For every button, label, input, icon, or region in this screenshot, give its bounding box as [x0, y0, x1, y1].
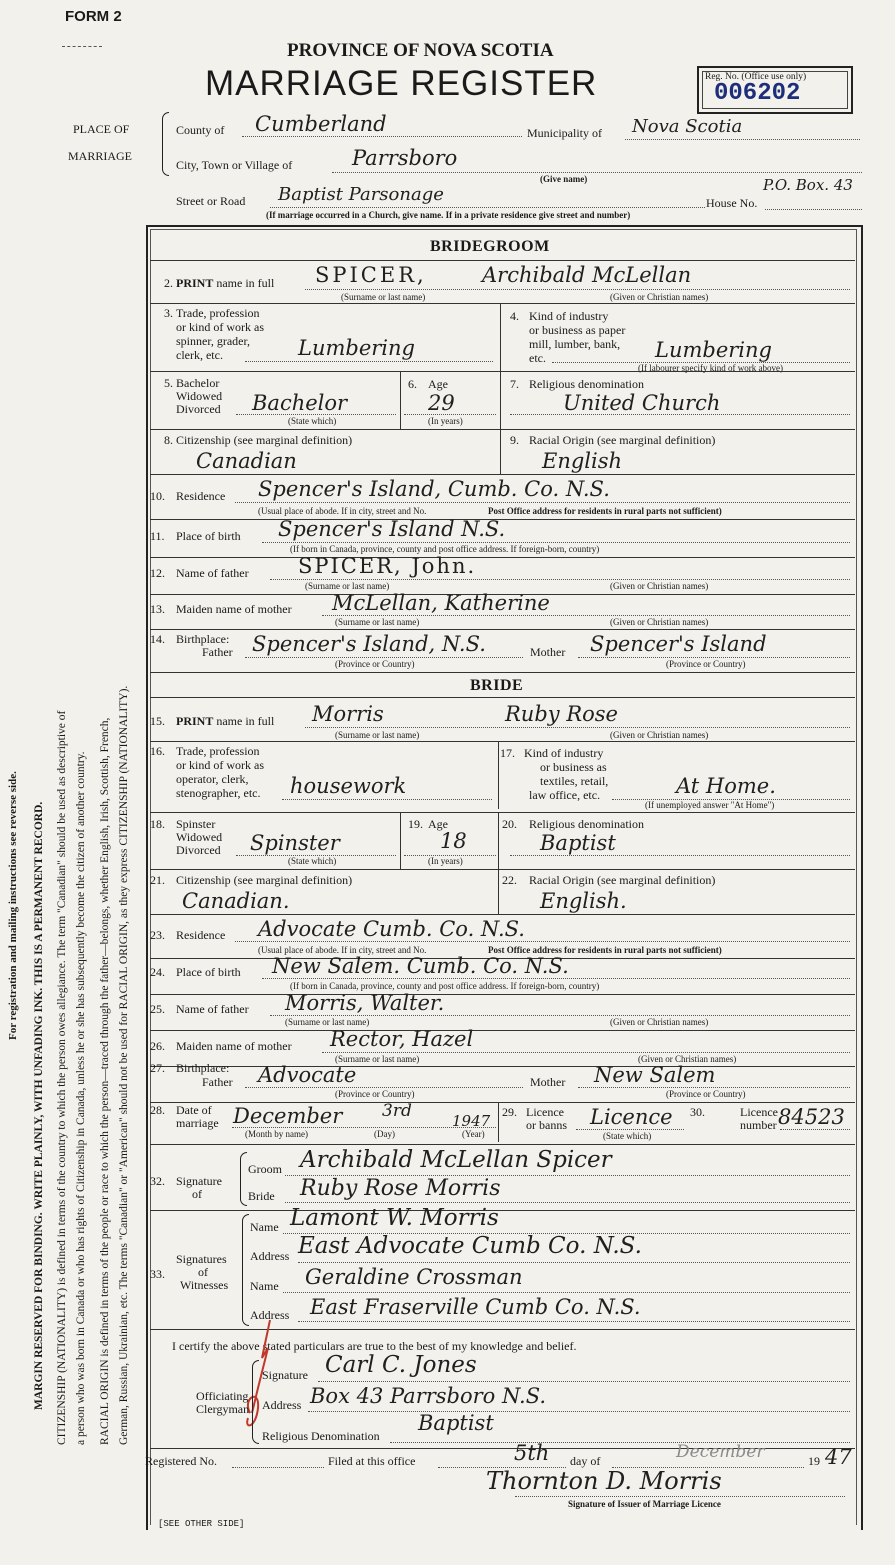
- bride-status-label-2: Widowed: [176, 830, 223, 844]
- num-15: 15.: [150, 714, 165, 728]
- groom-father-birthplace: Spencer's Island, N.S.: [252, 632, 486, 656]
- issuer-signature: Thornton D. Morris: [486, 1467, 722, 1495]
- day-of-label: day of: [570, 1454, 601, 1468]
- marriage-day: 3rd: [382, 1101, 412, 1121]
- bride-mother-prov-cap: (Province or Country): [666, 1089, 746, 1099]
- groom-trade: Lumbering: [298, 336, 415, 360]
- margin-citizenship-def-2: a person who was born in Canada or who has rights of Citizenship in Canada, unless he or she has subsequently become the citizen of another country.: [75, 751, 87, 1445]
- licence-label-1: Licence: [526, 1105, 564, 1119]
- margin-instructions: For registration and mailing instructions see reverse side.: [7, 771, 19, 1040]
- year-cap: (Year): [462, 1129, 485, 1139]
- num-16: 16.: [150, 744, 165, 758]
- witness-label-2: of: [198, 1265, 208, 1279]
- bride-age: 18: [440, 829, 467, 853]
- bride-surname: Morris: [312, 702, 384, 726]
- bridegroom-heading: BRIDEGROOM: [430, 238, 550, 255]
- groom-racial-label: Racial Origin (see marginal definition): [529, 433, 716, 447]
- num-11: 11.: [150, 529, 165, 543]
- clergy-address: Box 43 Parrsboro N.S.: [310, 1384, 547, 1408]
- give-name-caption: (Give name): [540, 174, 588, 184]
- bride-industry-label-1: Kind of industry: [524, 746, 604, 760]
- groom-religion-label: Religious denomination: [529, 377, 644, 391]
- city-label: City, Town or Village of: [176, 158, 293, 172]
- bride-racial: English.: [540, 889, 627, 913]
- groom-birthplace-label: Birthplace:: [176, 632, 230, 646]
- num-27: 27.: [150, 1061, 165, 1075]
- groom-trade-label-1: Trade, profession: [176, 306, 260, 320]
- groom-residence: Spencer's Island, Cumb. Co. N.S.: [258, 477, 610, 501]
- num-32: 32.: [150, 1174, 165, 1188]
- certify-text: I certify the above stated particulars are true to the best of my knowledge and belief.: [172, 1339, 577, 1353]
- bride-status-label-3: Divorced: [176, 843, 221, 857]
- groom-status-cap: (State which): [288, 416, 337, 426]
- bride-residence-cap-b: Post Office address for residents in rural parts not sufficient): [488, 945, 722, 955]
- groom-residence-label: Residence: [176, 489, 226, 503]
- num-8: 8.: [164, 433, 173, 447]
- reg-no-value: 006202: [714, 80, 801, 107]
- groom-birth-cap: (If born in Canada, province, county and post office address. If foreign-born, country): [290, 544, 600, 554]
- bride-sig-label: Bride: [248, 1189, 275, 1203]
- bride-residence: Advocate Cumb. Co. N.S.: [258, 917, 525, 941]
- groom-father-surname-cap: (Surname or last name): [305, 581, 390, 591]
- bride-industry-label-3: textiles, retail,: [540, 774, 609, 788]
- bride-father-birthplace: Advocate: [258, 1063, 357, 1087]
- groom-religion: United Church: [563, 391, 721, 415]
- licence-number: 84523: [778, 1105, 845, 1129]
- sig-brace: [240, 1152, 247, 1206]
- num-18: 18.: [150, 817, 165, 831]
- num-12: 12.: [150, 566, 165, 580]
- page-title: MARRIAGE REGISTER: [205, 64, 598, 103]
- groom-sig-label: Groom: [248, 1162, 282, 1176]
- county-value: Cumberland: [255, 112, 387, 136]
- place-brace: [162, 112, 169, 176]
- filed-day: 5th: [514, 1441, 550, 1465]
- bride-racial-label: Racial Origin (see marginal definition): [529, 873, 716, 887]
- bride-father-surname-cap: (Surname or last name): [285, 1017, 370, 1027]
- num-25: 25.: [150, 1002, 165, 1016]
- bride-status: Spinster: [250, 831, 340, 855]
- marriage-year: 1947: [452, 1112, 491, 1130]
- filed-year: 47: [825, 1445, 852, 1469]
- bride-father-bp-label: Father: [202, 1075, 233, 1089]
- num-6: 6.: [408, 377, 417, 391]
- margin-binding-note: MARGIN RESERVED FOR BINDING. WRITE PLAINLY, WITH UNFADING INK. THIS IS A PERMANENT RECORD.: [33, 801, 45, 1410]
- groom-industry-cap: (If labourer specify kind of work above): [638, 363, 783, 373]
- num-30: 30.: [690, 1105, 705, 1119]
- bride-birth: New Salem. Cumb. Co. N.S.: [272, 954, 569, 978]
- w1-address-label: Address: [250, 1249, 290, 1263]
- groom-citizenship: Canadian: [196, 449, 297, 473]
- witness2-name: Geraldine Crossman: [305, 1265, 523, 1289]
- bride-residence-cap-a: (Usual place of abode. If in city, street and No.: [258, 945, 427, 955]
- clergy-sig-label: Signature: [262, 1368, 308, 1382]
- bride-signature: Ruby Rose Morris: [300, 1176, 501, 1201]
- groom-birth-label: Place of birth: [176, 529, 241, 543]
- groom-racial: English: [542, 449, 623, 473]
- num-23: 23.: [150, 928, 165, 942]
- bride-industry-label-4: law office, etc.: [529, 788, 601, 802]
- province-title: PROVINCE OF NOVA SCOTIA: [287, 40, 554, 61]
- groom-status-label-2: Widowed: [176, 389, 223, 403]
- bride-print-label: PRINT name in full: [176, 714, 275, 728]
- groom-mother: McLellan, Katherine: [332, 591, 550, 615]
- licence-no-label-2: number: [740, 1118, 777, 1132]
- groom-mother-prov-cap: (Province or Country): [666, 659, 746, 669]
- bride-mother-label: Maiden name of mother: [176, 1039, 292, 1053]
- groom-surname-cap: (Surname or last name): [341, 292, 426, 302]
- bride-status-label-1: Spinster: [176, 817, 216, 831]
- see-other-side: [SEE OTHER SIDE]: [158, 1519, 245, 1529]
- dash-marks: [62, 46, 102, 47]
- bride-industry-label-2: or business as: [540, 760, 607, 774]
- groom-status-label-1: Bachelor: [176, 376, 220, 390]
- city-value: Parrsboro: [352, 146, 458, 170]
- bride-father: Morris, Walter.: [285, 991, 445, 1015]
- clergy-denomination: Baptist: [418, 1411, 494, 1435]
- groom-father-given-cap: (Given or Christian names): [610, 581, 709, 591]
- groom-father-prov-cap: (Province or Country): [335, 659, 415, 669]
- w2-address-label: Address: [250, 1308, 290, 1322]
- municipality-label: Municipality of: [527, 126, 602, 140]
- num-33: 33.: [150, 1267, 165, 1281]
- street-label: Street or Road: [176, 194, 246, 208]
- bride-birth-label: Place of birth: [176, 965, 241, 979]
- date-label-1: Date of: [176, 1103, 212, 1117]
- bride-trade: housework: [290, 774, 407, 798]
- witness2-address: East Fraserville Cumb Co. N.S.: [310, 1295, 641, 1319]
- clergy-signature: Carl C. Jones: [325, 1352, 477, 1378]
- groom-age-label: Age: [428, 377, 448, 391]
- groom-industry-label-1: Kind of industry: [529, 309, 609, 323]
- groom-status: Bachelor: [252, 391, 348, 415]
- bride-trade-label-3: operator, clerk,: [176, 772, 249, 786]
- num-17: 17.: [500, 746, 515, 760]
- groom-given-cap: (Given or Christian names): [610, 292, 709, 302]
- bride-residence-label: Residence: [176, 928, 226, 942]
- day-cap: (Day): [374, 1129, 395, 1139]
- bride-birth-cap: (If born in Canada, province, county and post office address. If foreign-born, country): [290, 981, 600, 991]
- bride-mother: Rector, Hazel: [330, 1027, 474, 1051]
- groom-mother-bp-label: Mother: [530, 645, 566, 659]
- year-prefix: 19: [808, 1454, 820, 1468]
- bride-mother-surname-cap: (Surname or last name): [335, 1054, 420, 1064]
- num-2: 2.: [164, 276, 173, 290]
- bride-given-cap: (Given or Christian names): [610, 730, 709, 740]
- num-5: 5.: [164, 376, 173, 390]
- bride-heading: BRIDE: [470, 677, 524, 694]
- groom-trade-label-4: clerk, etc.: [176, 348, 223, 362]
- groom-industry-label-4: etc.: [529, 351, 546, 365]
- licence-no-label-1: Licence: [740, 1105, 778, 1119]
- religious-denom-label: Religious Denomination: [262, 1429, 380, 1443]
- groom-trade-label-3: spinner, grader,: [176, 334, 251, 348]
- bride-mother-given-cap: (Given or Christian names): [638, 1054, 737, 1064]
- groom-residence-cap-a: (Usual place of abode. If in city, street and No.: [258, 506, 427, 516]
- licence-value: Licence: [590, 1105, 673, 1129]
- num-29: 29.: [502, 1105, 517, 1119]
- groom-surname: SPICER,: [315, 263, 427, 287]
- num-28: 28.: [150, 1103, 165, 1117]
- witness-label-1: Signatures: [176, 1252, 227, 1266]
- num-22: 22.: [502, 873, 517, 887]
- reg-no-label: Reg. No. (Office use only): [705, 72, 807, 82]
- county-label: County of: [176, 123, 225, 137]
- witness1-address: East Advocate Cumb Co. N.S.: [298, 1233, 642, 1259]
- licence-label-2: or banns: [526, 1118, 567, 1132]
- groom-industry: Lumbering: [655, 338, 772, 362]
- groom-status-label-3: Divorced: [176, 402, 221, 416]
- num-13: 13.: [150, 602, 165, 616]
- bride-citizenship: Canadian.: [182, 889, 290, 913]
- sig-label-1: Signature: [176, 1174, 222, 1188]
- groom-birth: Spencer's Island N.S.: [278, 517, 506, 541]
- groom-mother-label: Maiden name of mother: [176, 602, 292, 616]
- house-value: P.O. Box. 43: [763, 176, 853, 194]
- bride-citizenship-label: Citizenship (see marginal definition): [176, 873, 353, 887]
- groom-given: Archibald McLellan: [482, 263, 692, 287]
- bride-birthplace-label: Birthplace:: [176, 1061, 230, 1075]
- num-7: 7.: [510, 377, 519, 391]
- bride-industry-cap: (If unemployed answer "At Home"): [645, 800, 775, 810]
- bride-given: Ruby Rose: [505, 702, 618, 726]
- groom-trade-label-2: or kind of work as: [176, 320, 264, 334]
- groom-mother-given-cap: (Given or Christian names): [610, 617, 709, 627]
- w1-name-label: Name: [250, 1220, 279, 1234]
- witness1-name: Lamont W. Morris: [290, 1205, 499, 1231]
- date-label-2: marriage: [176, 1116, 219, 1130]
- bride-surname-cap: (Surname or last name): [335, 730, 420, 740]
- groom-signature: Archibald McLellan Spicer: [300, 1147, 612, 1173]
- bride-religion-label: Religious denomination: [529, 817, 644, 831]
- witness-label-3: Witnesses: [180, 1278, 229, 1292]
- bride-mother-bp-label: Mother: [530, 1075, 566, 1089]
- w2-name-label: Name: [250, 1279, 279, 1293]
- num-4: 4.: [510, 309, 519, 323]
- groom-residence-cap-b: Post Office address for residents in rural parts not sufficient): [488, 506, 722, 516]
- registered-no-label: Registered No.: [145, 1454, 217, 1468]
- marriage-label: MARRIAGE: [68, 149, 133, 163]
- groom-industry-label-3: mill, lumber, bank,: [529, 337, 621, 351]
- sig-label-2: of: [192, 1187, 202, 1201]
- filed-month: December: [676, 1442, 765, 1462]
- bride-status-cap: (State which): [288, 856, 337, 866]
- witness-brace: [242, 1214, 249, 1326]
- municipality-value: Nova Scotia: [632, 116, 743, 137]
- house-label: House No.: [706, 196, 758, 210]
- margin-racial-def-2: German, Russian, Ukrainian, etc. The terms "Canadian" or "American" should not be used for RACIAL ORIGIN, as they express CITIZENSHIP (NATIONALITY).: [118, 685, 130, 1445]
- street-value: Baptist Parsonage: [278, 184, 444, 205]
- bride-trade-label-4: stenographer, etc.: [176, 786, 261, 800]
- num-9: 9.: [510, 433, 519, 447]
- bride-trade-label-1: Trade, profession: [176, 744, 260, 758]
- margin-citizenship-def-1: CITIZENSHIP (NATIONALITY) is defined in terms of the country to which the person owes allegiance. The term "Canadian" should be used as descriptive of: [56, 710, 68, 1445]
- num-26: 26.: [150, 1039, 165, 1053]
- groom-age-cap: (In years): [428, 416, 463, 426]
- licence-cap: (State which): [603, 1131, 652, 1141]
- num-24: 24.: [150, 965, 165, 979]
- groom-father: SPICER, John.: [298, 554, 477, 578]
- bride-age-cap: (In years): [428, 856, 463, 866]
- groom-father-bp-label: Father: [202, 645, 233, 659]
- bride-industry: At Home.: [676, 774, 776, 798]
- num-21: 21.: [150, 873, 165, 887]
- groom-father-label: Name of father: [176, 566, 249, 580]
- groom-mother-surname-cap: (Surname or last name): [335, 617, 420, 627]
- filed-label: Filed at this office: [328, 1454, 416, 1468]
- issuer-cap: Signature of Issuer of Marriage Licence: [568, 1499, 721, 1509]
- marriage-month: December: [233, 1104, 343, 1128]
- num-3: 3.: [164, 306, 173, 320]
- bride-father-label: Name of father: [176, 1002, 249, 1016]
- bride-age-label: Age: [428, 817, 448, 831]
- bride-father-given-cap: (Given or Christian names): [610, 1017, 709, 1027]
- month-cap: (Month by name): [245, 1129, 308, 1139]
- bride-father-prov-cap: (Province or Country): [335, 1089, 415, 1099]
- bride-religion: Baptist: [540, 831, 616, 855]
- officiating-label-1: Officiating: [196, 1389, 249, 1403]
- place-of-label: PLACE OF: [73, 122, 130, 136]
- officiating-label-2: Clergyman: [196, 1402, 250, 1416]
- num-20: 20.: [502, 817, 517, 831]
- margin-racial-def-1: RACIAL ORIGIN is defined in terms of the people or race to which the person—traced through the father—belongs, whether English, Irish, Scottish, French,: [99, 717, 111, 1445]
- clergy-address-label: Address: [262, 1398, 302, 1412]
- num-14: 14.: [150, 632, 165, 646]
- bride-trade-label-2: or kind of work as: [176, 758, 264, 772]
- form-label: FORM 2: [65, 8, 122, 25]
- groom-citizenship-label: Citizenship (see marginal definition): [176, 433, 353, 447]
- groom-print-label: PRINT name in full: [176, 276, 275, 290]
- num-19: 19.: [408, 817, 423, 831]
- street-note: (If marriage occurred in a Church, give name. If in a private residence give street and number): [266, 210, 631, 220]
- num-10: 10.: [150, 489, 165, 503]
- groom-mother-birthplace: Spencer's Island: [590, 632, 767, 656]
- officiating-brace: [252, 1360, 259, 1444]
- groom-industry-label-2: or business as paper: [529, 323, 626, 337]
- bride-mother-birthplace: New Salem: [594, 1063, 716, 1087]
- groom-age: 29: [428, 391, 455, 415]
